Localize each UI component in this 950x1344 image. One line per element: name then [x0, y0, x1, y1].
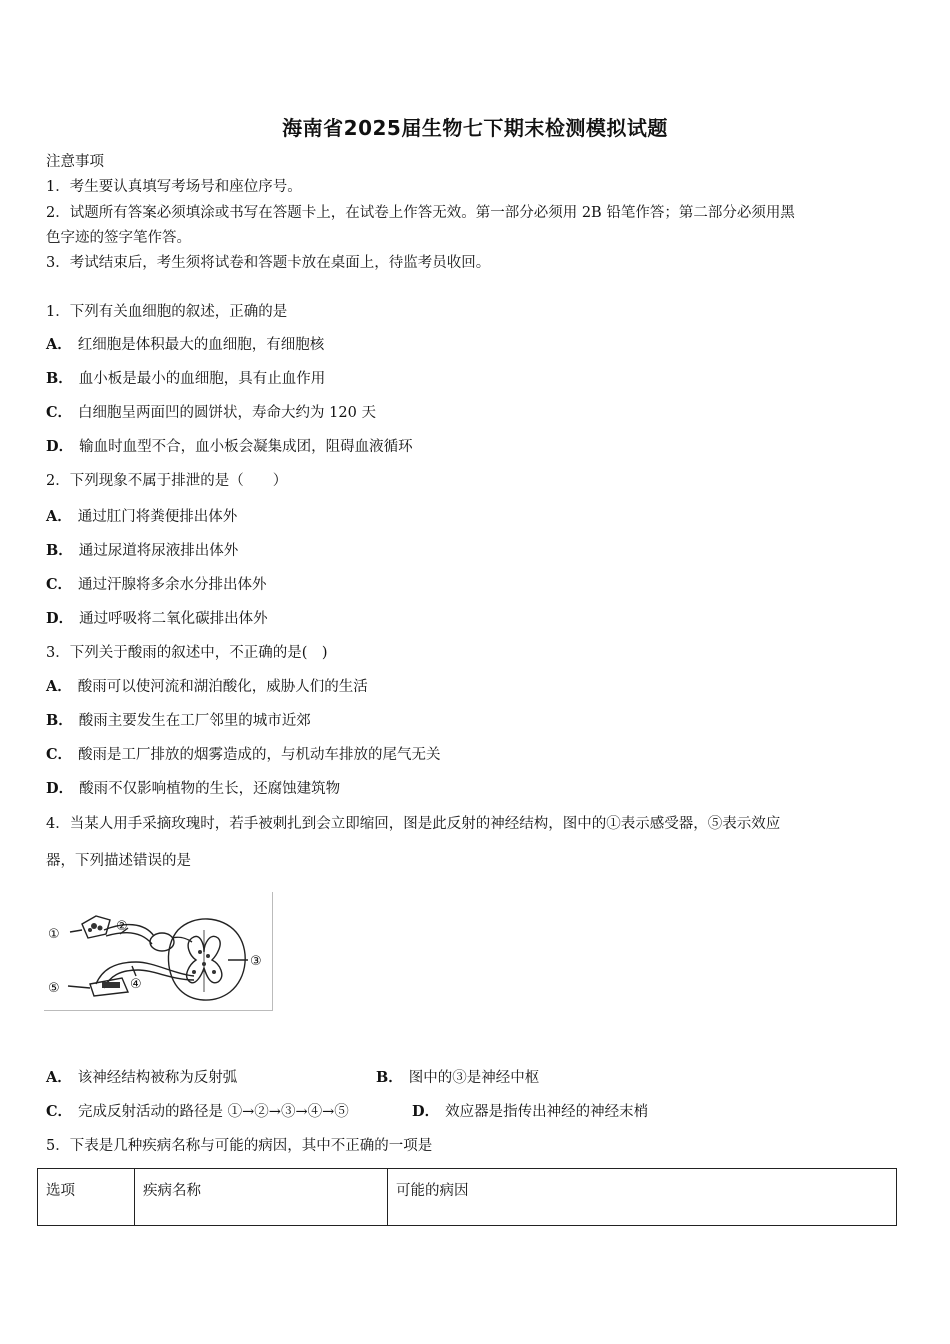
q1-option-a: A． 红细胞是体积最大的血细胞，有细胞核 [46, 336, 325, 353]
q3-option-c: C． 酸雨是工厂排放的烟雾造成的，与机动车排放的尾气无关 [46, 746, 441, 763]
diagram-label-2: ② [116, 919, 128, 934]
q2-option-d: D． 通过呼吸将二氧化碳排出体外 [46, 610, 268, 627]
q4-option-c: C． 完成反射活动的路径是 ①→②→③→④→⑤ [46, 1103, 349, 1120]
reflex-arc-illustration [44, 892, 272, 1010]
question-1-stem: 1．下列有关血细胞的叙述，正确的是 [46, 304, 288, 320]
q3-option-a: A． 酸雨可以使河流和湖泊酸化，威胁人们的生活 [46, 678, 368, 695]
q2-option-b: B． 通过尿道将尿液排出体外 [46, 542, 239, 559]
diagram-label-5: ⑤ [48, 981, 60, 996]
table-header-cell: 选项 [38, 1169, 135, 1226]
question-4-stem: 4．当某人用手采摘玫瑰时，若手被刺扎到会立即缩回，图是此反射的神经结构，图中的①表示感受器，⑤表示效应 [46, 816, 781, 832]
question-2-stem: 2．下列现象不属于排泄的是（ ） [46, 473, 288, 489]
table-header-row [38, 1169, 897, 1226]
q4-option-a: A． 该神经结构被称为反射弧 [46, 1069, 238, 1086]
q3-option-b: B． 酸雨主要发生在工厂邻里的城市近郊 [46, 712, 311, 729]
diagram-label-3: ③ [250, 954, 262, 969]
notice-item: 3．考试结束后，考生须将试卷和答题卡放在桌面上，待监考员收回。 [46, 255, 491, 271]
question-3-stem: 3．下列关于酸雨的叙述中，不正确的是( ) [46, 645, 328, 661]
q2-option-c: C． 通过汗腺将多余水分排出体外 [46, 576, 267, 593]
disease-table [37, 1168, 897, 1226]
q1-option-c: C． 白细胞呈两面凹的圆饼状，寿命大约为 120 天 [46, 404, 376, 421]
question-4-stem-cont: 器，下列描述错误的是 [46, 853, 191, 869]
q1-option-d: D． 输血时血型不合，血小板会凝集成团，阻碍血液循环 [46, 438, 413, 455]
question-5-stem: 5．下表是几种疾病名称与可能的病因，其中不正确的一项是 [46, 1138, 433, 1154]
notice-heading: 注意事项 [46, 154, 104, 170]
q2-option-a: A． 通过肛门将粪便排出体外 [46, 508, 238, 525]
diagram-label-4: ④ [130, 977, 142, 992]
notice-item: 2．试题所有答案必须填涂或书写在答题卡上，在试卷上作答无效。第一部分必须用 2B 铅笔作答；第二部分必须用黑 [46, 205, 795, 221]
reflex-arc-diagram [44, 892, 273, 1011]
q4-option-d: D． 效应器是指传出神经的神经末梢 [412, 1103, 649, 1120]
table-header-cell: 疾病名称 [135, 1169, 388, 1226]
notice-item: 1．考生要认真填写考场号和座位序号。 [46, 179, 302, 195]
q4-option-b: B． 图中的③是神经中枢 [376, 1069, 540, 1086]
page-title: 海南省2025届生物七下期末检测模拟试题 [282, 116, 668, 140]
q3-option-d: D． 酸雨不仅影响植物的生长，还腐蚀建筑物 [46, 780, 341, 797]
diagram-label-1: ① [48, 927, 60, 942]
notice-item: 色字迹的签字笔作答。 [46, 230, 191, 246]
q1-option-b: B． 血小板是最小的血细胞，具有止血作用 [46, 370, 326, 387]
table-header-cell: 可能的病因 [388, 1169, 897, 1226]
